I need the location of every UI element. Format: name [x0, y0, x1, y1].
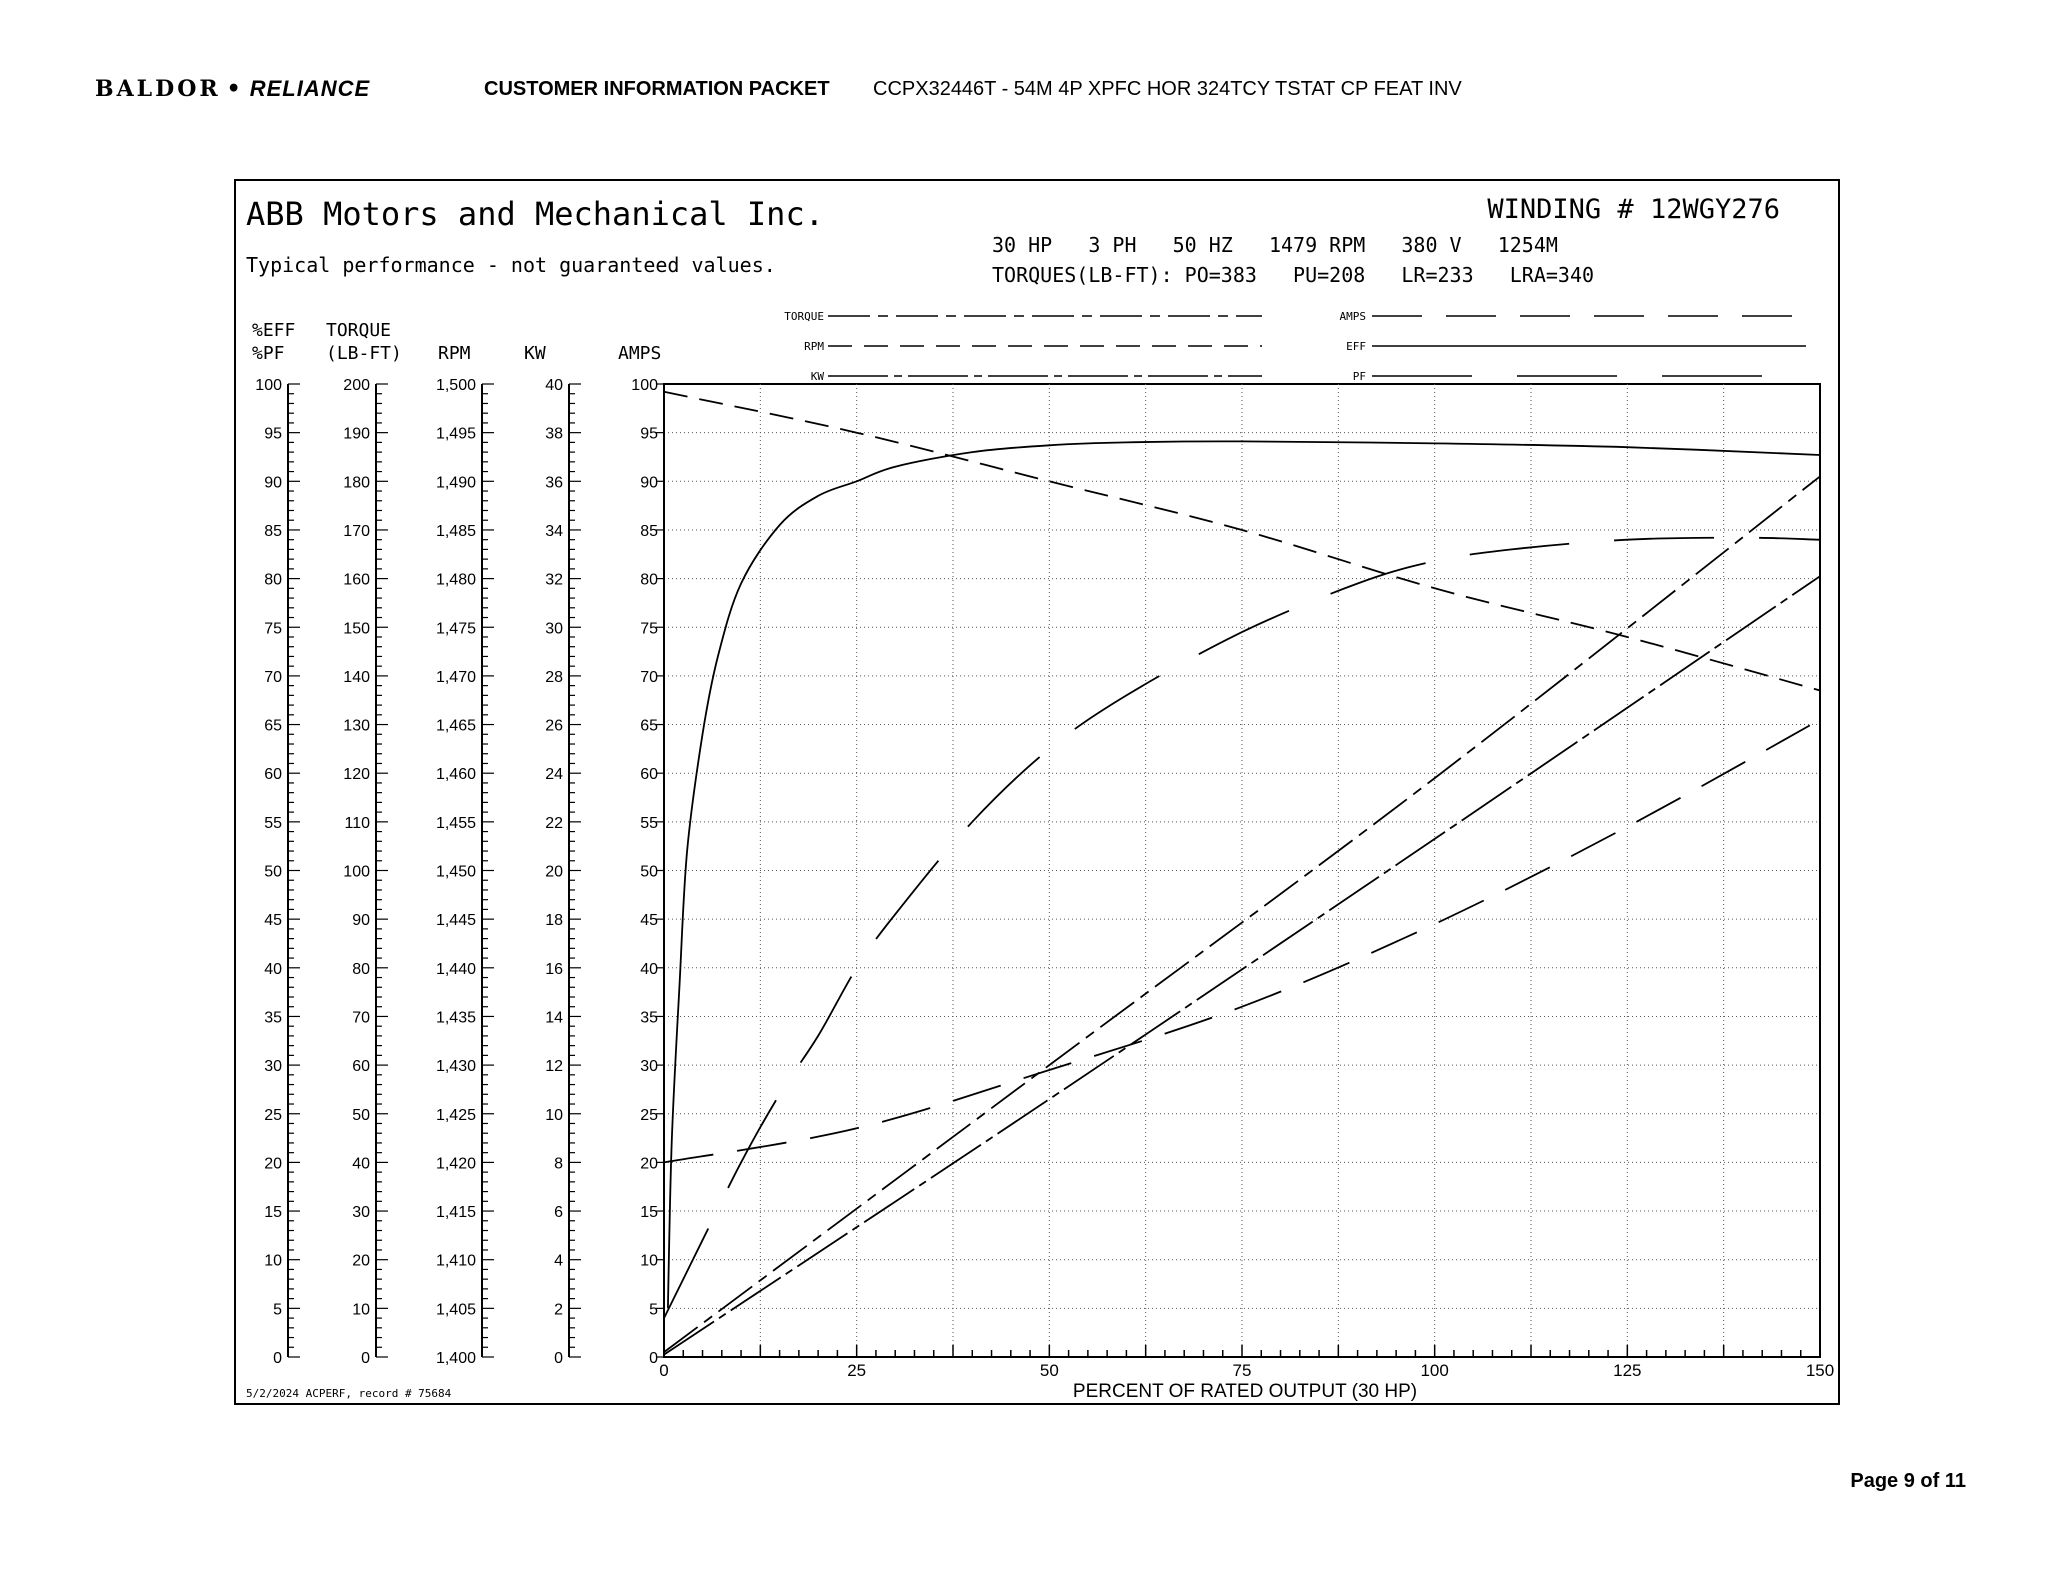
y-tick-label: 90 — [640, 474, 658, 492]
y-tick-label: 8 — [554, 1155, 563, 1173]
y-tick-label: 100 — [343, 863, 370, 881]
legend-label: RPM — [804, 340, 824, 353]
y-tick-label: 12 — [545, 1058, 563, 1076]
brand-baldor: BALDOR — [95, 76, 221, 102]
chart-company: ABB Motors and Mechanical Inc. — [246, 195, 824, 233]
x-axis — [659, 1345, 1834, 1380]
y-tick-label: 70 — [264, 668, 282, 686]
y-tick-label: 28 — [545, 668, 563, 686]
y-axis-header: TORQUE — [326, 320, 392, 341]
y-tick-label: 0 — [361, 1350, 370, 1367]
y-tick-label: 40 — [640, 960, 658, 978]
y-tick-label: 50 — [264, 863, 282, 881]
y-axis-header: %EFF — [252, 320, 296, 341]
x-tick-label: 50 — [1039, 1361, 1059, 1380]
y-tick-label: 2 — [554, 1301, 563, 1319]
y-tick-label: 130 — [343, 717, 370, 735]
y-tick-label: 6 — [554, 1204, 563, 1222]
y-axis-header: AMPS — [618, 343, 662, 364]
y-tick-label: 26 — [545, 717, 563, 735]
y-tick-label: 1,440 — [435, 960, 476, 978]
y-tick-label: 100 — [631, 377, 658, 394]
x-tick-label: 100 — [1420, 1361, 1449, 1380]
y-tick-label: 75 — [640, 620, 658, 638]
y-tick-label: 1,430 — [435, 1058, 476, 1076]
y-tick-label: 80 — [352, 960, 370, 978]
y-tick-label: 0 — [649, 1350, 658, 1367]
y-tick-label: 15 — [264, 1204, 282, 1222]
legend-label: EFF — [1346, 340, 1366, 353]
y-tick-label: 32 — [545, 571, 563, 589]
x-tick-label: 0 — [659, 1361, 669, 1380]
legend-label: KW — [810, 370, 824, 383]
y-tick-label: 160 — [343, 571, 370, 589]
y-axes — [252, 320, 664, 1367]
x-tick-label: 25 — [847, 1361, 867, 1380]
x-tick-label: 125 — [1613, 1361, 1642, 1380]
y-axis-header: KW — [524, 343, 546, 364]
y-tick-label: 85 — [264, 522, 282, 540]
x-axis-title: PERCENT OF RATED OUTPUT (30 HP) — [1072, 1381, 1418, 1402]
y-tick-label: 30 — [640, 1058, 658, 1076]
chart-torques: TORQUES(LB-FT): PO=383 PU=208 LR=233 LRA=340 — [992, 263, 1595, 287]
y-tick-label: 25 — [264, 1106, 282, 1124]
y-tick-label: 150 — [343, 620, 370, 638]
legend-label: PF — [1352, 370, 1366, 383]
y-tick-label: 24 — [545, 766, 563, 784]
y-axis-header: RPM — [438, 343, 471, 364]
y-tick-label: 120 — [343, 766, 370, 784]
model-description: CCPX32446T - 54M 4P XPFC HOR 324TCY TSTAT CP FEAT INV — [873, 77, 1462, 100]
y-tick-label: 60 — [264, 766, 282, 784]
y-tick-label: 70 — [640, 668, 658, 686]
y-tick-label: 95 — [264, 425, 282, 443]
y-tick-label: 20 — [640, 1155, 658, 1173]
chart-winding: WINDING # 12WGY276 — [1487, 194, 1780, 225]
y-tick-label: 60 — [640, 766, 658, 784]
y-tick-label: 40 — [264, 960, 282, 978]
y-tick-label: 100 — [255, 377, 282, 394]
y-axis-header: (LB-FT) — [326, 343, 402, 364]
brand-separator: • — [226, 76, 244, 102]
y-tick-label: 45 — [640, 912, 658, 930]
y-tick-label: 18 — [545, 912, 563, 930]
y-tick-label: 1,405 — [435, 1301, 476, 1319]
x-tick-label: 75 — [1232, 1361, 1252, 1380]
y-tick-label: 95 — [640, 425, 658, 443]
y-tick-label: 1,475 — [435, 620, 476, 638]
legend — [784, 310, 1806, 383]
y-tick-label: 30 — [352, 1204, 370, 1222]
legend-label: AMPS — [1339, 310, 1366, 323]
y-tick-label: 75 — [264, 620, 282, 638]
y-tick-label: 1,445 — [435, 912, 476, 930]
y-tick-label: 20 — [545, 863, 563, 881]
y-tick-label: 10 — [640, 1252, 658, 1270]
y-tick-label: 40 — [352, 1155, 370, 1173]
y-tick-label: 140 — [343, 668, 370, 686]
y-tick-label: 34 — [545, 522, 563, 540]
y-tick-label: 1,435 — [435, 1009, 476, 1027]
y-tick-label: 0 — [554, 1350, 563, 1367]
y-tick-label: 30 — [264, 1058, 282, 1076]
page-number: Page 9 of 11 — [1850, 1470, 1966, 1492]
y-tick-label: 1,455 — [435, 814, 476, 832]
y-tick-label: 15 — [640, 1204, 658, 1222]
y-tick-label: 20 — [352, 1252, 370, 1270]
y-tick-label: 60 — [352, 1058, 370, 1076]
y-tick-label: 25 — [640, 1106, 658, 1124]
y-tick-label: 38 — [545, 425, 563, 443]
y-tick-label: 80 — [264, 571, 282, 589]
y-tick-label: 1,415 — [435, 1204, 476, 1222]
y-tick-label: 1,500 — [435, 377, 476, 394]
y-tick-label: 20 — [264, 1155, 282, 1173]
y-tick-label: 10 — [352, 1301, 370, 1319]
y-tick-label: 1,490 — [435, 474, 476, 492]
series-amps-line — [664, 720, 1820, 1163]
y-tick-label: 170 — [343, 522, 370, 540]
y-tick-label: 65 — [264, 717, 282, 735]
y-tick-label: 85 — [640, 522, 658, 540]
y-tick-label: 45 — [264, 912, 282, 930]
y-tick-label: 16 — [545, 960, 563, 978]
y-tick-label: 1,410 — [435, 1252, 476, 1270]
y-tick-label: 200 — [343, 377, 370, 394]
legend-label: TORQUE — [784, 310, 824, 323]
y-tick-label: 1,470 — [435, 668, 476, 686]
chart-subtitle: Typical performance - not guaranteed values. — [246, 253, 776, 277]
y-tick-label: 70 — [352, 1009, 370, 1027]
y-tick-label: 1,425 — [435, 1106, 476, 1124]
y-tick-label: 90 — [264, 474, 282, 492]
y-tick-label: 10 — [264, 1252, 282, 1270]
y-tick-label: 80 — [640, 571, 658, 589]
y-tick-label: 40 — [545, 377, 563, 394]
y-tick-label: 65 — [640, 717, 658, 735]
y-tick-label: 5 — [273, 1301, 282, 1319]
y-tick-label: 1,465 — [435, 717, 476, 735]
y-tick-label: 1,460 — [435, 766, 476, 784]
brand-reliance: RELIANCE — [249, 76, 371, 101]
y-tick-label: 190 — [343, 425, 370, 443]
y-tick-label: 4 — [554, 1252, 563, 1270]
y-tick-label: 50 — [352, 1106, 370, 1124]
y-tick-label: 1,485 — [435, 522, 476, 540]
y-tick-label: 180 — [343, 474, 370, 492]
x-tick-label: 150 — [1805, 1361, 1835, 1380]
y-tick-label: 35 — [640, 1009, 658, 1027]
y-tick-label: 36 — [545, 474, 563, 492]
y-tick-label: 1,400 — [435, 1350, 476, 1367]
chart-record: 5/2/2024 ACPERF, record # 75684 — [246, 1387, 452, 1400]
y-tick-label: 110 — [344, 814, 370, 832]
y-tick-label: 1,450 — [435, 863, 476, 881]
y-axis-header: %PF — [252, 343, 285, 364]
y-tick-label: 10 — [545, 1106, 563, 1124]
series-eff-line — [668, 441, 1820, 1308]
y-tick-label: 1,420 — [435, 1155, 476, 1173]
y-tick-label: 55 — [640, 814, 658, 832]
y-tick-label: 22 — [545, 814, 563, 832]
series-pf-line — [664, 538, 1820, 1318]
y-tick-label: 50 — [640, 863, 658, 881]
chart-specs: 30 HP 3 PH 50 HZ 1479 RPM 380 V 1254M — [992, 233, 1558, 257]
y-tick-label: 55 — [264, 814, 282, 832]
packet-title: CUSTOMER INFORMATION PACKET — [484, 77, 830, 100]
y-tick-label: 1,495 — [435, 425, 476, 443]
y-tick-label: 90 — [352, 912, 370, 930]
y-tick-label: 5 — [649, 1301, 658, 1319]
y-tick-label: 30 — [545, 620, 563, 638]
y-tick-label: 0 — [273, 1350, 282, 1367]
y-tick-label: 35 — [264, 1009, 282, 1027]
y-tick-label: 1,480 — [435, 571, 476, 589]
y-tick-label: 14 — [545, 1009, 563, 1027]
